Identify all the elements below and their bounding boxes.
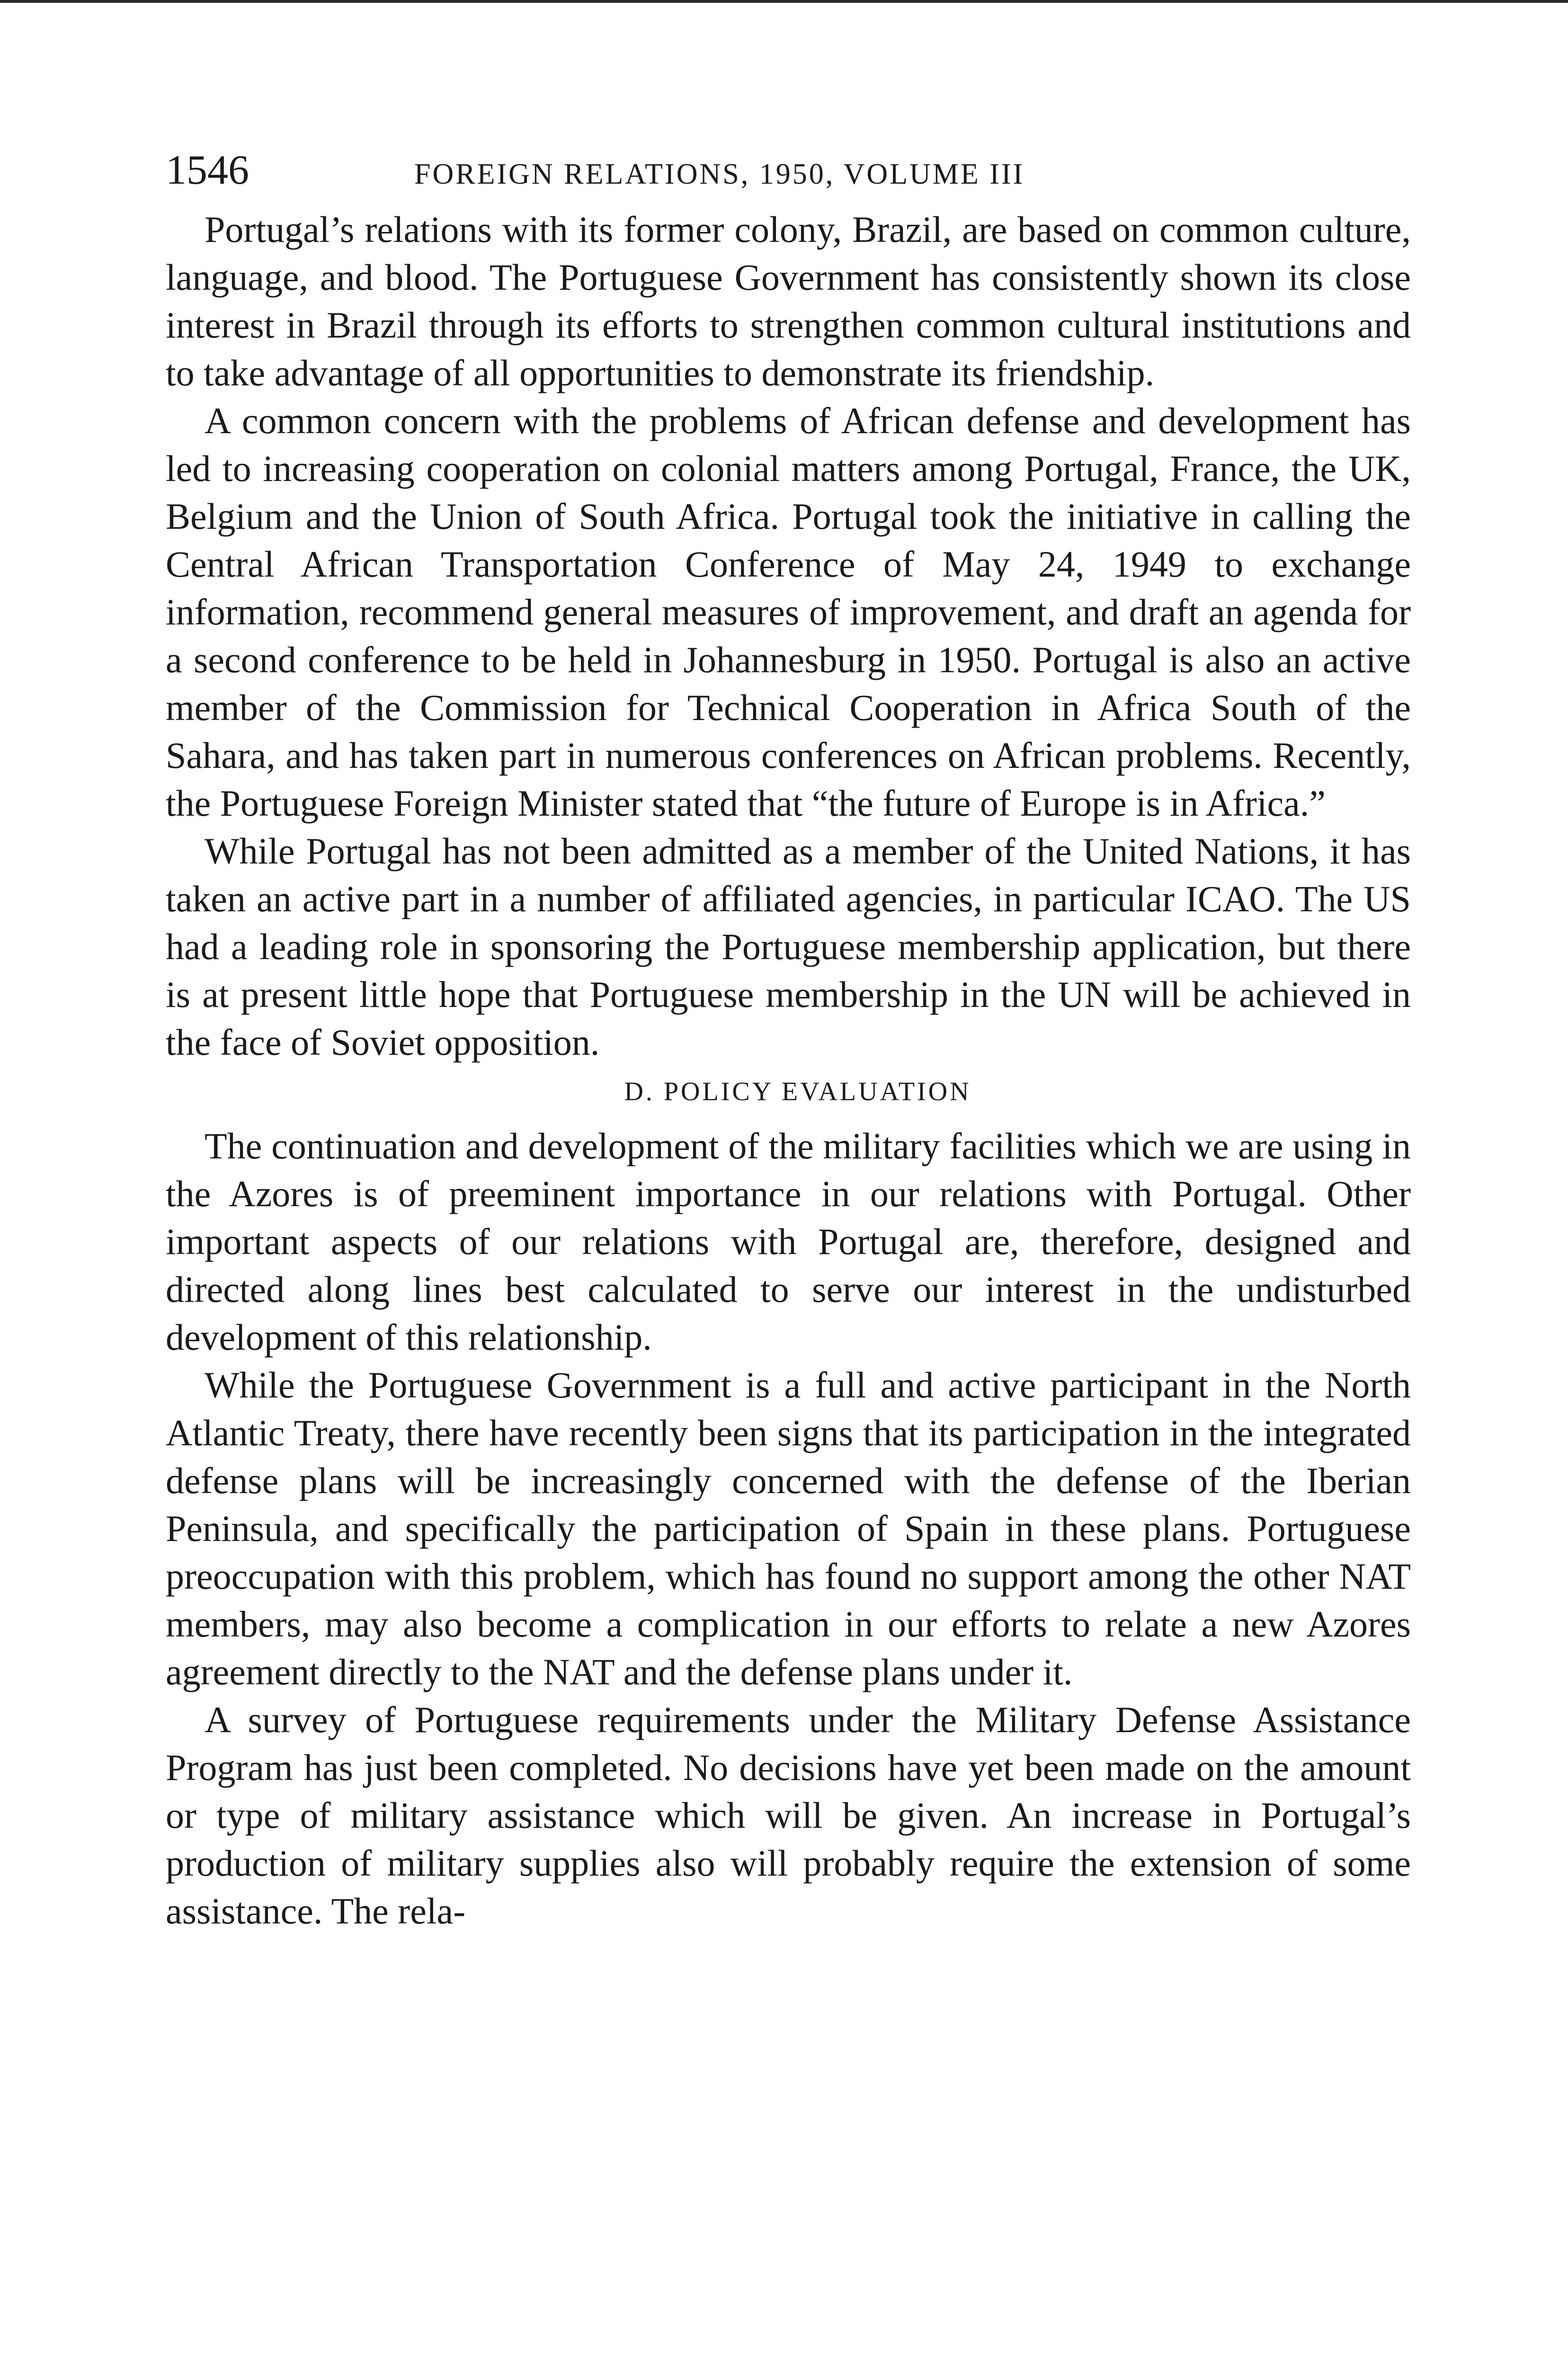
paragraph-african-defense: A common concern with the problems of African defense and development has led to increasing cooperation on colonial matters among Portugal, France, the UK, Belgium and the Union of South Africa. Portugal took the initiative in calling the Central African Transportation Conference of May 24, 1949 to exchange information, recommend general measures of improvement, and draft an agenda for a second conference to be held in Johannesburg in 1950. Portugal is also an active member of the Commission for Technical Cooperation in Africa South of the Sahara, and has taken part in numerous conferences on African problems. Recently, the Portuguese Foreign Minister stated that “the future of Europe is in Africa.” — [166, 400, 1411, 824]
paragraph-military-assistance: A survey of Portuguese requirements under the Military Defense Assistance Program has just been completed. No decisions have yet been made on the amount or type of military assistance which will be given. An increase in Portugal’s production of military supplies also will probably require the extension of some assistance. The rela- — [166, 1699, 1411, 1931]
running-title: FOREIGN RELATIONS, 1950, VOLUME III — [414, 158, 1025, 190]
paragraph-azores: The continuation and development of the military facilities which we are using in the Azores is of preeminent importance in our relations with Portugal. Other important aspects of our relations with Portugal are, therefore, designed and directed along lines best calculated to serve our interest in the undisturbed development of this relationship. — [166, 1125, 1411, 1358]
document-page — [166, 142, 1411, 1935]
top-border-rule — [0, 0, 1568, 3]
paragraph-united-nations: While Portugal has not been admitted as a member of the United Nations, it has taken an active part in a number of affiliated agencies, in particular ICAO. The US had a leading role in sponsoring the Portuguese membership application, but there is at present little hope that Portuguese membership in the UN will be achieved in the face of Soviet opposition. — [166, 830, 1411, 1063]
paragraph-brazil: Portugal’s relations with its former colony, Brazil, are based on common culture, language, and blood. The Portuguese Government has consistently shown its close interest in Brazil through its efforts to strengthen common cultural institutions and to take advantage of all opportunities to demonstrate its friendship. — [166, 209, 1411, 393]
running-head — [166, 142, 1411, 194]
paragraph-north-atlantic-treaty: While the Portuguese Government is a full and active participant in the North Atlantic Treaty, there have recently been signs that its participation in the integrated defense plans will be increasingly concerned with the defense of the Iberian Peninsula, and specifically the participation of Spain in these plans. Portuguese preoccupation with this problem, which has found no support among the other NAT members, may also become a complication in our efforts to relate a new Azores agreement directly to the NAT and the defense plans under it. — [166, 1364, 1411, 1692]
section-heading: D. POLICY EVALUATION — [624, 1077, 971, 1106]
page-number: 1546 — [166, 147, 249, 193]
